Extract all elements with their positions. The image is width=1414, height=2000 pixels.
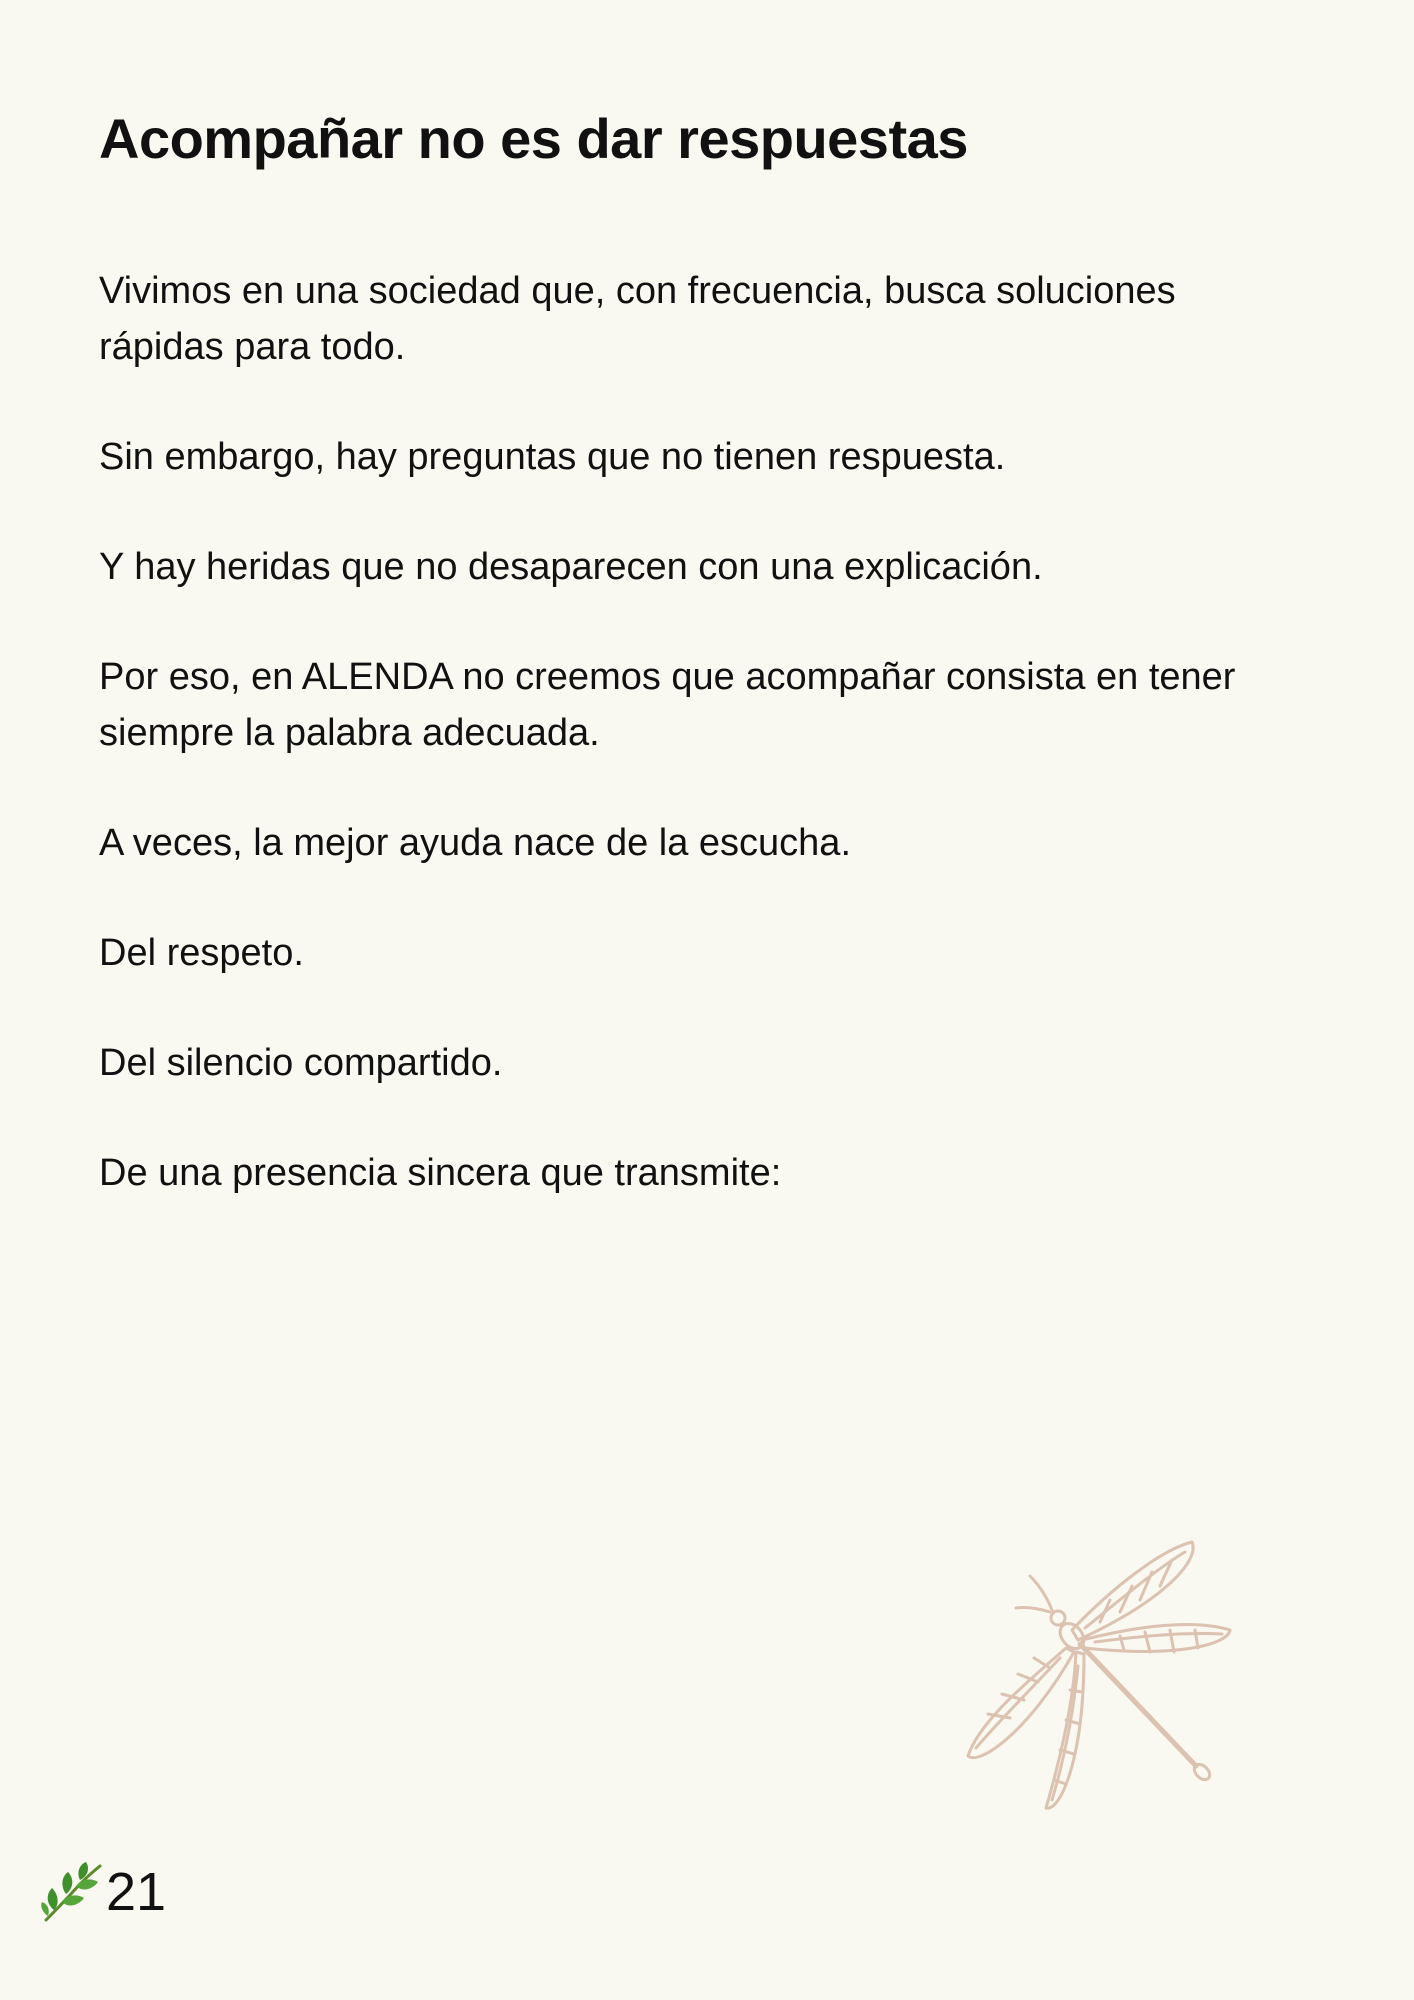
- paragraph-line: Por eso, en ALENDA no creemos que acompañar consista en tener: [99, 656, 1236, 698]
- paragraph-line: De una presencia sincera que transmite:: [99, 1152, 782, 1194]
- paragraph-line: Del silencio compartido.: [99, 1042, 503, 1084]
- paragraph-line: Del respeto.: [99, 932, 304, 974]
- dragonfly-icon: [960, 1540, 1240, 1820]
- paragraph: [99, 539, 1329, 595]
- paragraph-line: siempre la palabra adecuada.: [99, 712, 600, 754]
- body-text: [99, 263, 1329, 1255]
- paragraph: [99, 1145, 1329, 1201]
- page-number: 21: [106, 1862, 167, 1922]
- paragraph: [99, 815, 1329, 871]
- page-footer: [40, 1860, 166, 1924]
- paragraph-line: A veces, la mejor ayuda nace de la escucha.: [99, 822, 852, 864]
- paragraph: [99, 649, 1329, 761]
- page-title: Acompañar no es dar respuestas: [99, 107, 968, 170]
- paragraph-line: rápidas para todo.: [99, 326, 406, 368]
- paragraph-line: Vivimos en una sociedad que, con frecuencia, busca soluciones: [99, 270, 1176, 312]
- leaf-icon: [40, 1860, 106, 1924]
- paragraph: [99, 1035, 1329, 1091]
- paragraph-line: Y hay heridas que no desaparecen con una explicación.: [99, 546, 1043, 588]
- paragraph-line: Sin embargo, hay preguntas que no tienen respuesta.: [99, 436, 1006, 478]
- paragraph: [99, 263, 1329, 375]
- paragraph: [99, 429, 1329, 485]
- paragraph: [99, 925, 1329, 981]
